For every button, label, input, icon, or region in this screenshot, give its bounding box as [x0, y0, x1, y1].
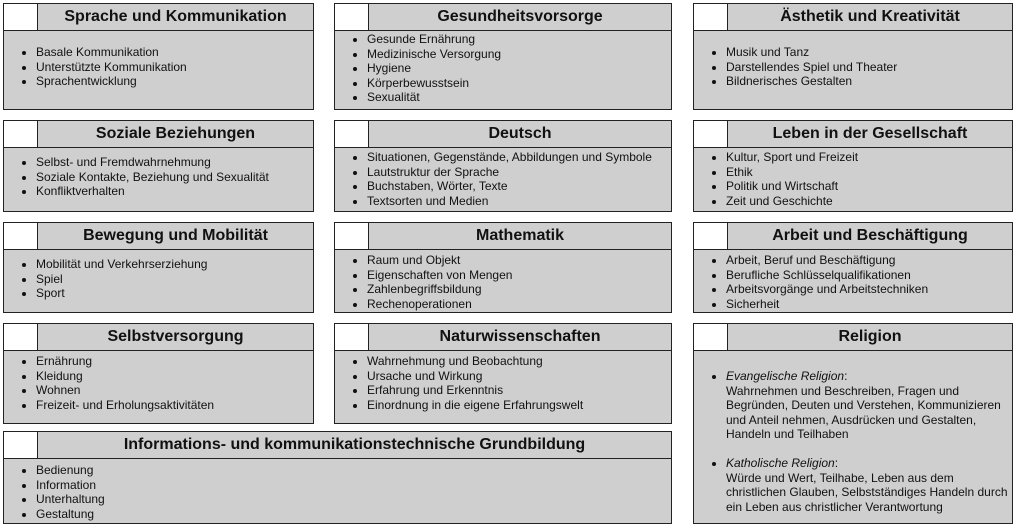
list-item: • Information: [36, 478, 671, 493]
list-item: • Darstellendes Spiel und Theater: [726, 60, 1012, 75]
list-item: • Einordnung in die eigene Erfahrungswelt: [367, 398, 671, 413]
header-square: [4, 223, 38, 249]
list-item: • Rechenoperationen: [367, 297, 671, 312]
box-title: Naturwissenschaften: [439, 328, 601, 345]
list-item: • Musik und Tanz: [726, 45, 1012, 60]
list-item: • Katholische Religion: Würde und Wert, Teilhabe, Leben aus dem christlichen Glauben, Selbstständiges Handeln durch ein Leben aus christlicher Verantwortung: [726, 456, 1012, 514]
box-title: Religion: [838, 328, 902, 345]
list-item: • Zeit und Geschichte: [726, 194, 1012, 209]
list-item: • Bedienung: [36, 463, 671, 478]
header-square: [335, 4, 369, 30]
item-label: Evangelische Religion: [726, 369, 845, 383]
header-square: [335, 223, 369, 249]
box-title: Arbeit und Beschäftigung: [772, 227, 968, 244]
list-item: • Gestaltung: [36, 507, 671, 522]
box-title: Sprache und Kommunikation: [64, 8, 287, 25]
list-item: • Soziale Kontakte, Beziehung und Sexualität: [36, 170, 313, 185]
list-item: • Freizeit- und Erholungsaktivitäten: [36, 398, 313, 413]
list-item: • Hygiene: [367, 61, 671, 76]
list-item: • Gesunde Ernährung: [367, 32, 671, 47]
list-item: • Spiel: [36, 272, 313, 287]
list-item: • Buchstaben, Wörter, Texte: [367, 179, 671, 194]
list-item: • Eigenschaften von Mengen: [367, 268, 671, 283]
list-item: • Wohnen: [36, 383, 313, 398]
box-title: Gesundheitsvorsorge: [437, 8, 603, 25]
list-item: • Bildnerisches Gestalten: [726, 74, 1012, 89]
box-sprache-und-kommunikation: [3, 3, 314, 110]
box-informations-und-kommunikationstechnische-grundbildung: [3, 431, 672, 524]
list-item: • Kleidung: [36, 369, 313, 384]
header-square: [4, 432, 38, 458]
header-square: [4, 121, 38, 147]
list-item: • Sicherheit: [726, 297, 1012, 312]
box-arbeit-und-beschäftigung: [693, 222, 1013, 313]
list-item: • Zahlenbegriffsbildung: [367, 282, 671, 297]
list-item: • Politik und Wirtschaft: [726, 179, 1012, 194]
box-title: Bewegung und Mobilität: [83, 227, 268, 244]
box-mathematik: [334, 222, 672, 313]
box-title: Soziale Beziehungen: [95, 125, 256, 142]
list-item: • Medizinische Versorgung: [367, 47, 671, 62]
box-naturwissenschaften: [334, 323, 672, 424]
list-item: • Konfliktverhalten: [36, 184, 313, 199]
item-text: Würde und Wert, Teilhabe, Leben aus dem christlichen Glauben, Selbstständiges Handeln durch ein Leben aus christlicher Verantwortung: [726, 470, 1008, 514]
list-item: • Evangelische Religion: Wahrnehmen und Beschreiben, Fragen und Begründen, Deuten und Verstehen, Kommunizieren und Anteil nehmen, Ausdrücken und Gestalten, Handeln und Teilhaben: [726, 369, 1012, 442]
list-item: • Kultur, Sport und Freizeit: [726, 150, 1012, 165]
header-square: [4, 4, 38, 30]
box-title: Deutsch: [488, 125, 552, 142]
header-square: [4, 324, 38, 350]
box-title: Informations- und kommunikationstechnische Grundbildung: [123, 436, 586, 453]
box-soziale-beziehungen: [3, 120, 314, 212]
header-square: [335, 121, 369, 147]
list-item: • Arbeitsvorgänge und Arbeitstechniken: [726, 282, 1012, 297]
list-item: • Sport: [36, 286, 313, 301]
list-item: • Basale Kommunikation: [36, 45, 313, 60]
list-item: • Berufliche Schlüsselqualifikationen: [726, 268, 1012, 283]
box-title: Selbstversorgung: [107, 328, 244, 345]
list-item: • Textsorten und Medien: [367, 194, 671, 209]
box-title: Mathematik: [475, 227, 565, 244]
list-item: • Selbst- und Fremdwahrnehmung: [36, 155, 313, 170]
box-title: Ästhetik und Kreativität: [780, 8, 960, 25]
list-item: • Erfahrung und Erkenntnis: [367, 383, 671, 398]
list-item: • Sexualität: [367, 90, 671, 105]
header-square: [694, 324, 728, 350]
box-selbstversorgung: [3, 323, 314, 424]
list-item: • Situationen, Gegenstände, Abbildungen und Symbole: [367, 150, 671, 165]
list-item: • Ethik: [726, 165, 1012, 180]
item-label: Katholische Religion: [726, 455, 835, 470]
box-title: Leben in der Gesellschaft: [772, 125, 968, 142]
list-item: • Unterstützte Kommunikation: [36, 60, 313, 75]
list-item: • Unterhaltung: [36, 492, 671, 507]
box-bewegung-und-mobilität: [3, 222, 314, 313]
list-item: • Lautstruktur der Sprache: [367, 165, 671, 180]
header-square: [694, 121, 728, 147]
box-leben-in-der-gesellschaft: [693, 120, 1013, 212]
box-deutsch: [334, 120, 672, 212]
header-square: [694, 223, 728, 249]
list-item: • Körperbewusstsein: [367, 76, 671, 91]
list-item: • Mobilität und Verkehrserziehung: [36, 257, 313, 272]
list-item: • Ernährung: [36, 354, 313, 369]
list-item: • Wahrnehmung und Beobachtung: [367, 354, 671, 369]
list-item: • Arbeit, Beruf und Beschäftigung: [726, 253, 1012, 268]
header-square: [335, 324, 369, 350]
list-item: • Raum und Objekt: [367, 253, 671, 268]
header-square: [694, 4, 728, 30]
box-gesundheitsvorsorge: [334, 3, 672, 110]
box-religion: [693, 323, 1013, 524]
list-item: • Sprachentwicklung: [36, 74, 313, 89]
box-ästhetik-und-kreativität: [693, 3, 1013, 110]
item-text: Wahrnehmen und Beschreiben, Fragen und Begründen, Deuten und Verstehen, Kommunizieren und Anteil nehmen, Ausdrücken und Gestalten, Handeln und Teilhaben: [726, 383, 1001, 442]
list-item: • Ursache und Wirkung: [367, 369, 671, 384]
